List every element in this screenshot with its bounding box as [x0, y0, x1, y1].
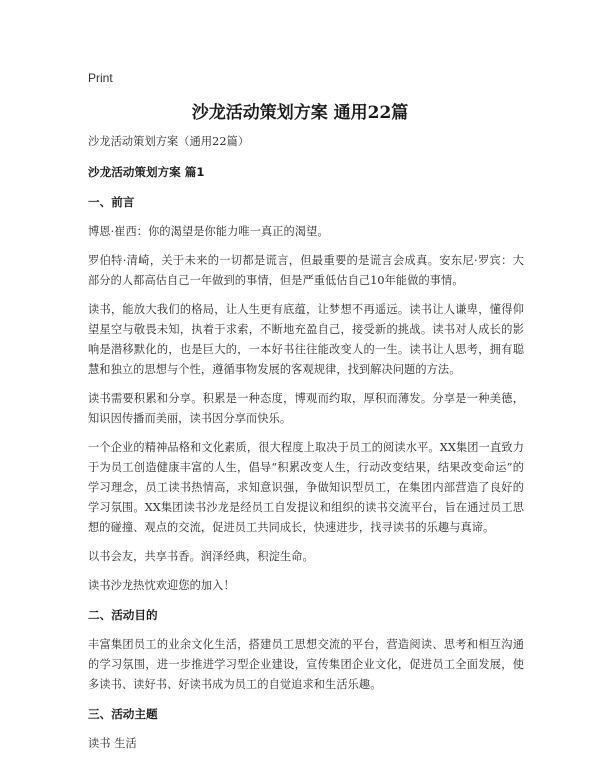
paragraph: 以书会友，共享书香。润泽经典，积淀生命。 — [88, 550, 314, 563]
article-heading: 沙龙活动策划方案 篇1 — [88, 165, 205, 179]
print-label[interactable]: Print — [88, 71, 113, 85]
paragraph: 读书沙龙热忱欢迎您的加入！ — [88, 579, 235, 592]
document-body — [88, 132, 524, 763]
paragraph: 一个企业的精神品格和文化素质，很大程度上取决于员工的阅读水平。XX集团一直致力于为员工创造健康丰富的人生，倡导“积累改变人生，行动改变结果，结果改变命运”的学习理念，员工读书热情高，求知意识强，争做知识型员工，在集团内部营造了良好的学习氛围。XX集团读书沙龙是经员工自发提议和组织的读书交流平台，旨在通过员工思想的碰撞、观点的交流，促进员工共同成长，快速进步，找寻读书的乐趣与真谛。 — [88, 441, 524, 534]
document-subtitle: 沙龙活动策划方案（通用22篇） — [88, 135, 250, 148]
paragraph: 读书 生活 — [88, 737, 137, 750]
paragraph: 博恩·崔西：你的渴望是你能力唯一真正的渴望。 — [88, 225, 329, 238]
section-heading-purpose: 二、活动目的 — [88, 608, 158, 622]
paragraph: 罗伯特·清崎，关于未来的一切都是谎言，但最重要的是谎言会成真。安东尼·罗宾：大部分的人都高估自己一年做到的事情，但是严重低估自己10年能做的事情。 — [88, 254, 524, 287]
paragraph: 丰富集团员工的业余文化生活，搭建员工思想交流的平台，营造阅读、思考和相互沟通的学习氛围，进一步推进学习型企业建设，宣传集团企业文化，促进员工全面发展，使多读书、读好书、好读书成为员工的自觉追求和生活乐趣。 — [88, 638, 524, 691]
section-heading-foreword: 一、前言 — [88, 195, 135, 209]
paragraph: 读书需要积累和分享。积累是一种态度，博观而约取，厚积而薄发。分享是一种美德，知识因传播而美丽，读书因分享而快乐。 — [88, 392, 524, 425]
section-heading-theme: 三、活动主题 — [88, 707, 158, 721]
page-title: 沙龙活动策划方案 通用22篇 — [191, 103, 409, 123]
paragraph: 读书，能放大我们的格局，让人生更有底蕴，让梦想不再遥远。读书让人谦卑，懂得仰望星空与敬畏未知，执着于求索，不断地充盈自己，接受新的挑战。读书对人成长的影响是潜移默化的，也是巨大的，一本好书往往能改变人的一生。读书让人思考，拥有聪慧和独立的思想与个性，遵循事物发展的客观规律，找到解决问题的方法。 — [88, 303, 524, 376]
